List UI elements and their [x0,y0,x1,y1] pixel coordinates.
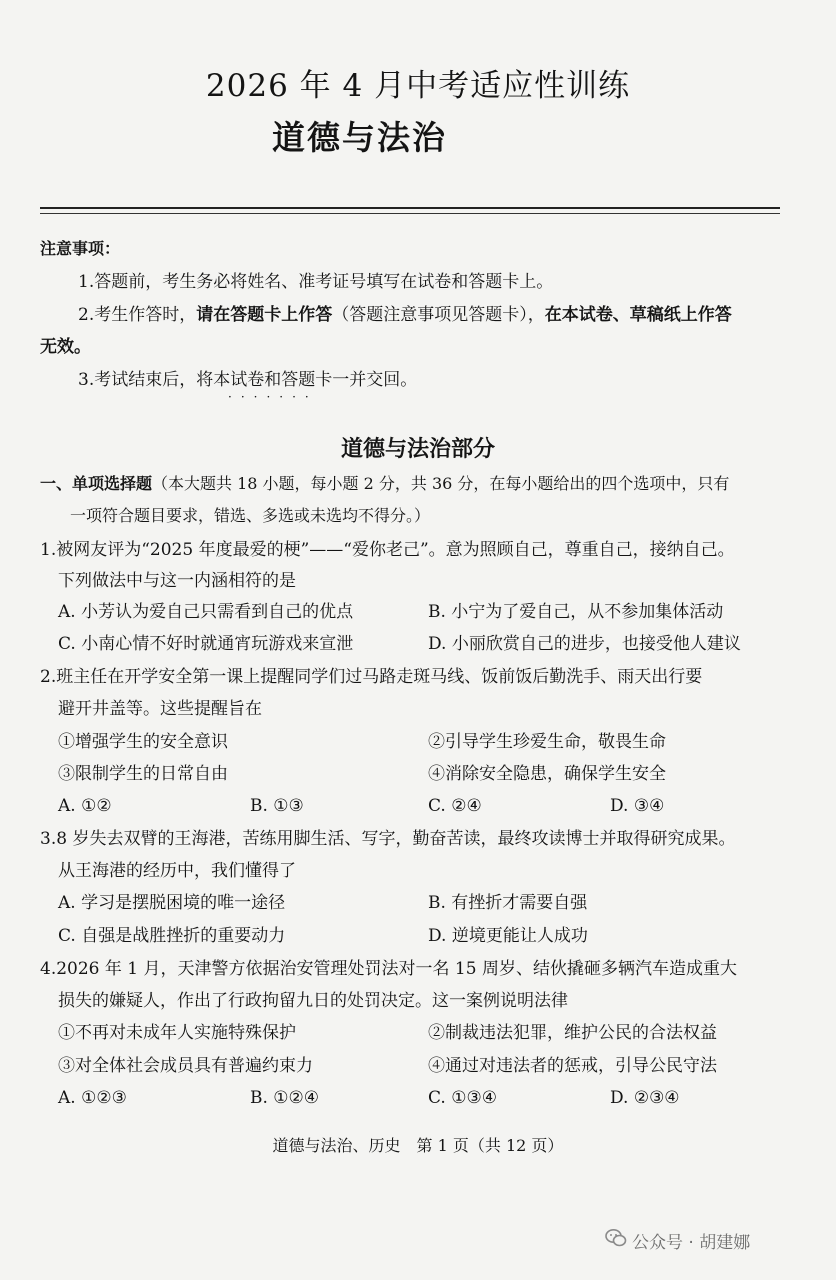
q3-option-d: D. 逆境更能让人成功 [428,926,588,946]
q4-item-2: ②制裁违法犯罪，维护公民的合法权益 [428,1023,717,1043]
notice-item-2-d: 在本试卷、草稿纸上作答 [544,305,732,325]
q1-stem-2: 下列做法中与这一内涵相符的是 [58,571,296,591]
notice-item-2-end: 无效。 [40,337,91,357]
q4-item-1: ①不再对未成年人实施特殊保护 [58,1023,296,1043]
q1-stem-1: 1.被网友评为“2025 年度最爱的梗”——“爱你老己”。意为照顾自己，尊重自己，接纳自己。 [40,540,735,560]
q2-item-4: ④消除安全隐患，确保学生安全 [428,764,666,784]
q1-option-d: D. 小丽欣赏自己的进步，也接受他人建议 [428,634,741,654]
q4-item-4: ④通过对违法者的惩戒，引导公民守法 [428,1056,717,1076]
notice-item-3: 3.考试结束后，将本试卷和答题卡一并交回。 [78,370,418,390]
q3-stem-1: 3.8 岁失去双臂的王海港，苦练用脚生活、写字，勤奋苦读，最终攻读博士并取得研究成果。 [40,829,736,849]
subject-title: 道德与法治 [272,118,447,157]
q4-option-d: D. ②③④ [610,1088,680,1108]
notice-item-2-a: 2.考生作答时， [78,305,197,325]
wechat-icon [604,1226,628,1250]
exam-title: 2026 年 4 月中考适应性训练 [205,68,631,104]
q4-option-a: A. ①②③ [58,1088,127,1108]
q2-option-a: A. ①② [58,796,112,816]
page-footer: 道德与法治、历史 第 1 页（共 12 页） [272,1136,564,1155]
notice-item-2-c: （答题注意事项见答题卡）， [332,305,545,325]
emphasis-dots: ······· [228,390,318,404]
q2-option-b: B. ①③ [250,796,304,816]
q3-option-c: C. 自强是战胜挫折的重要动力 [58,926,286,946]
q2-stem-2: 避开井盖等。这些提醒旨在 [58,699,262,719]
q3-option-a: A. 学习是摆脱困境的唯一途径 [58,893,286,913]
q4-stem-1: 4.2026 年 1 月，天津警方依据治安管理处罚法对一名 15 周岁、结伙撬砸多辆汽车造成重大 [40,959,737,979]
section-title: 道德与法治部分 [340,437,495,462]
notice-item-2-b: 请在答题卡上作答 [196,305,333,325]
part1-header [40,473,729,495]
notice-item-1: 1.答题前，考生务必将姓名、准考证号填写在试卷和答题卡上。 [78,272,554,292]
q2-item-2: ②引导学生珍爱生命，敬畏生命 [428,732,666,752]
q4-option-b: B. ①②④ [250,1088,320,1108]
part1-desc-1: （本大题共 18 小题，每小题 2 分，共 36 分，在每小题给出的四个选项中，只有 [152,474,730,493]
q3-stem-2: 从王海港的经历中，我们懂得了 [58,861,296,881]
q2-item-1: ①增强学生的安全意识 [58,732,228,752]
q1-option-c: C. 小南心情不好时就通宵玩游戏来宣泄 [58,634,354,654]
part1-label: 一、单项选择题 [40,474,153,493]
q2-option-d: D. ③④ [610,796,665,816]
q2-stem-1: 2.班主任在开学安全第一课上提醒同学们过马路走斑马线、饭前饭后勤洗手、雨天出行要 [40,667,703,687]
q1-option-a: A. 小芳认为爱自己只需看到自己的优点 [58,602,354,622]
header-rule-thin [40,213,780,214]
q4-item-3: ③对全体社会成员具有普遍约束力 [58,1056,313,1076]
q2-option-c: C. ②④ [428,796,482,816]
q4-option-c: C. ①③④ [428,1088,497,1108]
notice-item-2 [78,304,732,326]
q2-item-3: ③限制学生的日常自由 [58,764,228,784]
watermark-text: 公众号 · 胡建娜 [632,1233,751,1253]
q3-option-b: B. 有挫折才需要自强 [428,893,588,913]
header-rule-thick [40,207,780,209]
q4-stem-2: 损失的嫌疑人，作出了行政拘留九日的处罚决定。这一案例说明法律 [58,991,568,1011]
part1-desc-2: 一项符合题目要求，错选、多选或未选均不得分。） [70,506,431,525]
q1-option-b: B. 小宁为了爱自己，从不参加集体活动 [428,602,724,622]
notice-heading: 注意事项： [40,239,121,258]
